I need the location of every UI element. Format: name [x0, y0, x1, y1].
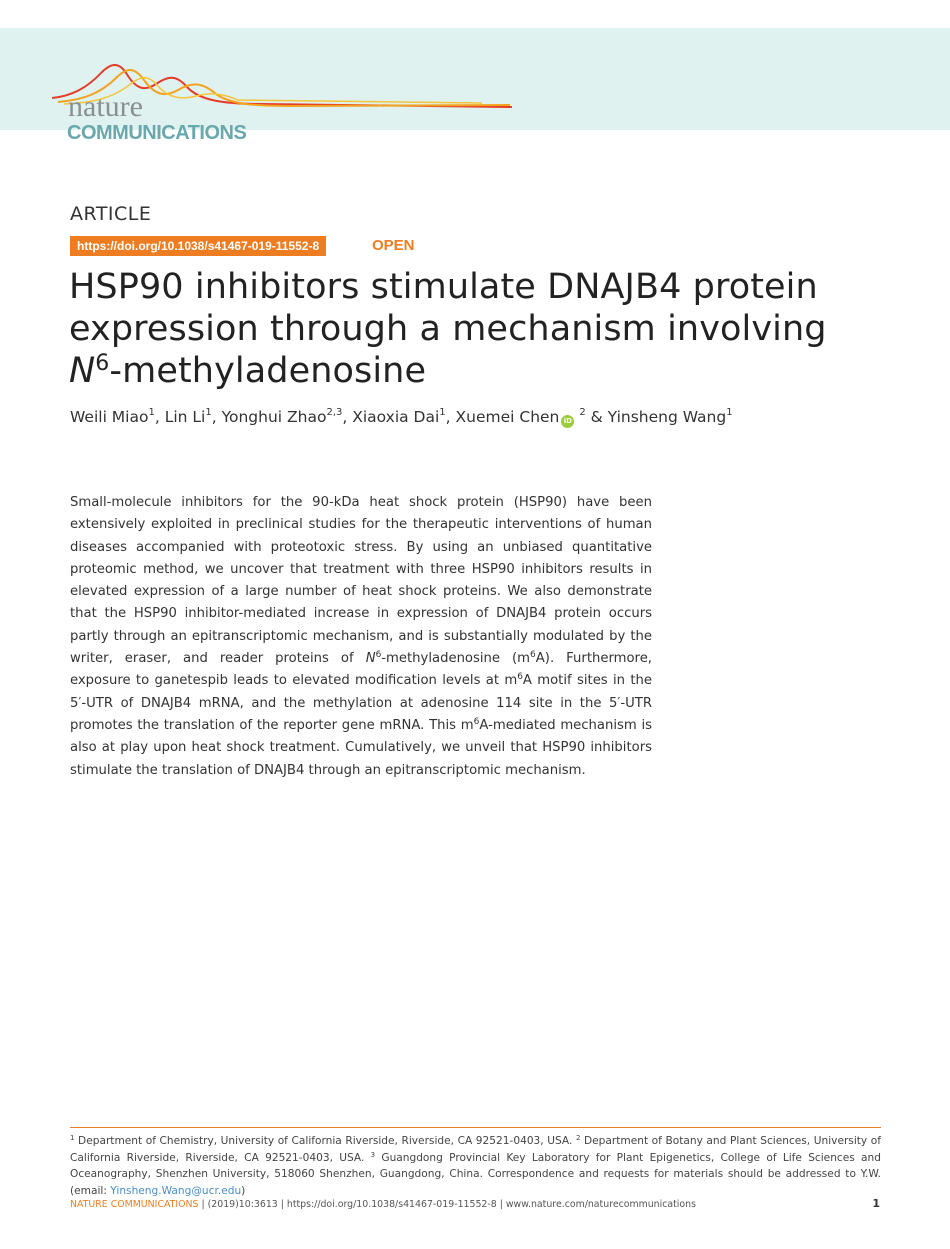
title-line-2: expression through a mechanism involving — [69, 309, 827, 349]
title-line-1: HSP90 inhibitors stimulate DNAJB4 protein — [69, 267, 818, 307]
affiliation-text: Guangdong Provincial Key Laboratory for Plant Epigenetics, College of Life Sciences and Oceanography, Shenzhen University, 518060 Shenzhen, Guangdong, China. Correspondence and requests for materials should be addressed to Y.W. (email: — [70, 1151, 881, 1197]
author-name[interactable]: Lin Li — [164, 408, 206, 426]
author-name[interactable]: Weili Miao — [70, 408, 149, 426]
page-footer — [70, 1199, 881, 1210]
journal-header-band — [0, 28, 950, 144]
affiliation-text: Department of Chemistry, University of California Riverside, Riverside, CA 92521-0403, USA. — [74, 1135, 576, 1147]
article-title — [69, 266, 869, 392]
abstract-sup: 6 — [473, 716, 480, 727]
author-affiliation: 2 — [579, 407, 586, 418]
abstract-sup: 6 — [375, 650, 382, 661]
author-affiliation: 1 — [148, 407, 155, 418]
author-name[interactable]: Yinsheng Wang — [607, 408, 727, 426]
author-separator: , — [445, 408, 456, 426]
abstract-text: Small-molecule inhibitors for the 90-kDa heat shock protein (HSP90) have been extensively exploited in preclinical studies for the therapeutic interventions of human diseases accompanied with proteotoxic stress. By using an unbiased quantitative proteomic method, we uncover that treatment with three HSP90 inhibitors results in elevated expression of a large number of heat shock proteins. We also demonstrate that the HSP90 inhibitor-mediated increase in expression of DNAJB4 protein occurs partly through an epitranscriptomic mechanism, and is substantially modulated by the writer, eraser, and reader proteins of — [70, 495, 652, 667]
author-affiliation: 1 — [439, 407, 446, 418]
author-affiliation: 1 — [205, 407, 212, 418]
logo-communications-text: COMMUNICATIONS — [67, 122, 247, 144]
abstract-sup: 6 — [530, 650, 536, 661]
logo-nature-text: nature — [68, 90, 143, 123]
title-n-italic: N — [69, 351, 96, 391]
footnote-divider — [70, 1127, 881, 1128]
doi-link-badge[interactable]: https://doi.org/10.1038/s41467-019-11552-8 — [70, 236, 326, 256]
abstract-italic-n: N — [365, 651, 376, 667]
open-access-label: OPEN — [372, 237, 415, 254]
affiliations-footnote — [70, 1133, 881, 1199]
author-name[interactable]: Yonghui Zhao — [221, 408, 327, 426]
abstract-paragraph — [70, 492, 652, 782]
author-list — [70, 408, 733, 428]
abstract-text: -methyladenosine (m — [381, 651, 531, 667]
affiliation-number: 2 — [575, 1134, 581, 1142]
author-name[interactable]: Xiaoxia Dai — [352, 408, 440, 426]
abstract-sup: 6 — [517, 672, 523, 683]
article-type-label: ARTICLE — [70, 203, 152, 225]
abstract-text: A-mediated mechanism is also at play upon heat shock treatment. Cumulatively, we unveil that HSP90 inhibitors stimulate the translation of DNAJB4 through an epitranscriptomic mechanism. — [70, 717, 652, 778]
author-separator: & — [585, 408, 608, 426]
author-affiliation: 1 — [726, 407, 733, 418]
title-superscript: 6 — [95, 351, 110, 376]
footer-citation: | (2019)10:3613 | https://doi.org/10.1038/s41467-019-11552-8 | www.nature.com/naturecommunications — [198, 1199, 696, 1210]
affiliation-text: Department of Botany and Plant Sciences, University of California Riverside, Riverside, CA 92521-0403, USA. — [70, 1135, 881, 1164]
author-affiliation: 2,3 — [326, 407, 343, 418]
author-name[interactable]: Xuemei Chen — [455, 408, 560, 426]
abstract-text: A). Furthermore, exposure to ganetespib leads to elevated modification levels at m — [70, 651, 652, 689]
affiliation-text: ) — [241, 1184, 246, 1197]
footer-journal-name: NATURE COMMUNICATIONS — [70, 1199, 199, 1210]
abstract-text: A motif sites in the 5′-UTR of DNAJB4 mRNA, and the methylation at adenosine 114 site in the 5′-UTR promotes the translation of the reporter gene mRNA. This m — [70, 673, 652, 733]
orcid-icon[interactable]: iD — [561, 415, 574, 428]
title-line-3: -methyladenosine — [109, 351, 427, 391]
affiliation-number: 3 — [370, 1150, 376, 1159]
author-separator: , — [342, 408, 353, 426]
author-separator: , — [154, 408, 165, 426]
correspondence-email-link[interactable]: Yinsheng.Wang@ucr.edu — [110, 1184, 242, 1197]
affiliation-number: 1 — [70, 1134, 75, 1142]
author-separator: , — [211, 408, 222, 426]
page-number: 1 — [872, 1197, 880, 1210]
